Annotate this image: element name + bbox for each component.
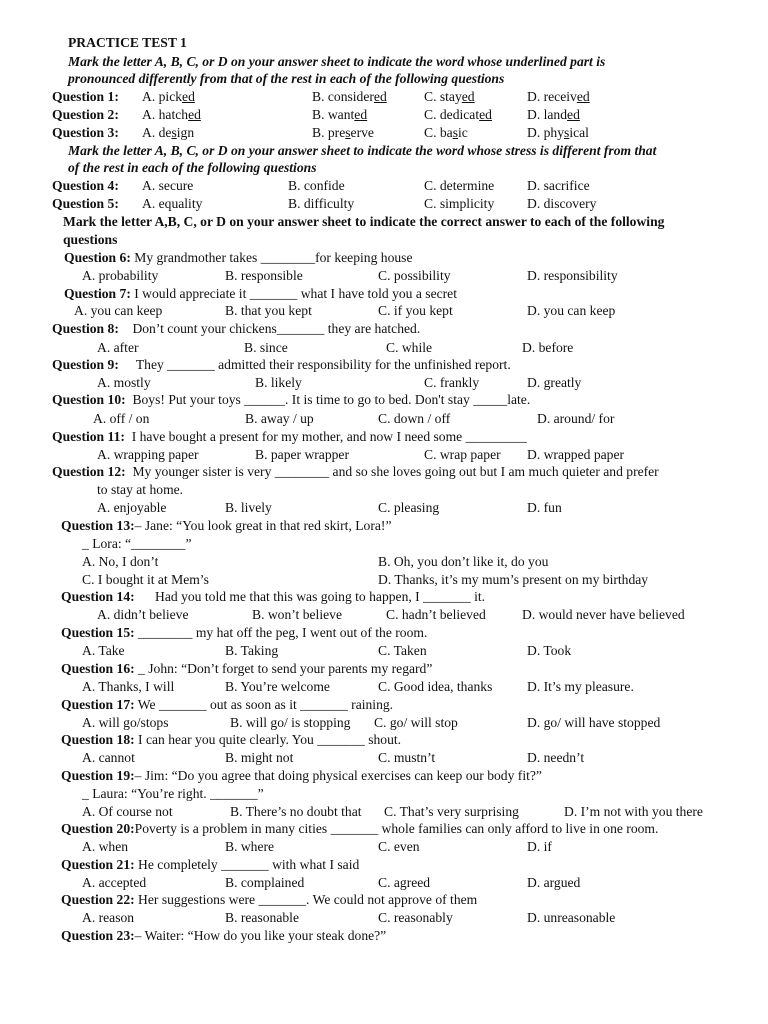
option-b[interactable]: B. might not	[225, 750, 294, 765]
option-a[interactable]: A. design	[142, 125, 195, 140]
option-c[interactable]: C. simplicity	[424, 196, 495, 211]
option-a[interactable]: A. mostly	[97, 375, 151, 390]
option-c[interactable]: C. go/ will stop	[374, 715, 458, 730]
option-b[interactable]: B. considered	[312, 89, 387, 104]
option-d[interactable]: D. needn’t	[527, 750, 585, 765]
option-d[interactable]: D. wrapped paper	[527, 447, 625, 462]
option-c[interactable]: C. wrap paper	[424, 447, 501, 462]
option-a[interactable]: A. will go/stops	[82, 715, 169, 730]
option-b[interactable]: B. responsible	[225, 268, 303, 283]
option-d[interactable]: D. discovery	[527, 196, 597, 211]
option-a[interactable]: A. accepted	[82, 875, 147, 890]
option-d[interactable]: D. physical	[527, 125, 589, 140]
option-c[interactable]: C. frankly	[424, 375, 480, 390]
option-a[interactable]: A. reason	[82, 910, 135, 925]
option-a[interactable]: A. Of course not	[82, 804, 173, 819]
option-b[interactable]: B. will go/ is stopping	[230, 715, 351, 730]
option-a[interactable]: A. you can keep	[74, 303, 163, 318]
option-d[interactable]: D. greatly	[527, 375, 582, 390]
option-c[interactable]: C. Good idea, thanks	[378, 679, 493, 694]
question-row: Question 18: I can hear you quite clearly. You _______ shout.	[61, 732, 402, 747]
option-a[interactable]: A. wrapping paper	[97, 447, 199, 462]
option-a[interactable]: A. No, I don’t	[82, 554, 159, 569]
question-label: Question 4:	[52, 178, 119, 193]
option-d[interactable]: D. landed	[527, 107, 580, 122]
option-d[interactable]: D. Thanks, it’s my mum’s present on my birthday	[378, 572, 649, 587]
question-stem-continued: _ Lora: “________”	[82, 536, 192, 551]
option-a[interactable]: A. Thanks, I will	[82, 679, 175, 694]
option-a[interactable]: A. equality	[142, 196, 203, 211]
option-c[interactable]: C. stayed	[424, 89, 475, 104]
question-stem-continued: _ Laura: “You’re right. _______”	[82, 786, 264, 801]
option-b[interactable]: B. confide	[288, 178, 345, 193]
question-row: Question 10: Boys! Put your toys ______. It is time to go to bed. Don't stay _____late.	[52, 392, 531, 407]
option-a[interactable]: A. secure	[142, 178, 194, 193]
option-a[interactable]: A. when	[82, 839, 129, 854]
option-b[interactable]: B. lively	[225, 500, 272, 515]
option-a[interactable]: A. after	[97, 340, 139, 355]
option-b[interactable]: B. where	[225, 839, 275, 854]
option-d[interactable]: D. unreasonable	[527, 910, 616, 925]
question-row: Question 16: _ John: “Don’t forget to send your parents my regard”	[61, 661, 433, 676]
option-d[interactable]: D. It’s my pleasure.	[527, 679, 634, 694]
option-d[interactable]: D. I’m not with you there	[564, 804, 703, 819]
option-a[interactable]: A. off / on	[93, 411, 150, 426]
option-c[interactable]: C. determine	[424, 178, 495, 193]
section-instruction: questions	[63, 232, 118, 247]
option-c[interactable]: C. agreed	[378, 875, 431, 890]
option-c[interactable]: C. That’s very surprising	[384, 804, 519, 819]
option-c[interactable]: C. while	[386, 340, 433, 355]
option-d[interactable]: D. if	[527, 839, 552, 854]
option-d[interactable]: D. argued	[527, 875, 581, 890]
option-b[interactable]: B. that you kept	[225, 303, 312, 318]
section-instruction: Mark the letter A, B, C, or D on your answer sheet to indicate the word whose underlined part is	[68, 54, 606, 69]
option-c[interactable]: C. I bought it at Mem’s	[82, 572, 209, 587]
question-row: Question 13:– Jane: “You look great in that red skirt, Lora!”	[61, 518, 392, 533]
question-row: Question 8: Don’t count your chickens_______ they are hatched.	[52, 321, 421, 336]
option-b[interactable]: B. difficulty	[288, 196, 355, 211]
option-c[interactable]: C. mustn’t	[378, 750, 436, 765]
question-row: Question 21: He completely _______ with what I said	[61, 857, 360, 872]
option-c[interactable]: C. Taken	[378, 643, 427, 658]
option-d[interactable]: D. fun	[527, 500, 562, 515]
question-row: Question 6: My grandmother takes ________for keeping house	[64, 250, 413, 265]
question-stem-continued: to stay at home.	[97, 482, 184, 497]
option-c[interactable]: C. pleasing	[378, 500, 440, 515]
option-a[interactable]: A. hatched	[142, 107, 201, 122]
question-row: Question 14: Had you told me that this was going to happen, I _______ it.	[61, 589, 486, 604]
option-b[interactable]: B. complained	[225, 875, 305, 890]
option-c[interactable]: C. down / off	[378, 411, 451, 426]
option-d[interactable]: D. go/ will have stopped	[527, 715, 661, 730]
option-a[interactable]: A. Take	[82, 643, 125, 658]
question-row: Question 11: I have bought a present for my mother, and now I need some _________	[52, 429, 527, 444]
option-c[interactable]: C. possibility	[378, 268, 451, 283]
section-instruction: of the rest in each of the following questions	[68, 160, 317, 175]
question-row: Question 19:– Jim: “Do you agree that doing physical exercises can keep our body fit?”	[61, 768, 542, 783]
option-b[interactable]: B. preserve	[312, 125, 374, 140]
option-b[interactable]: B. reasonable	[225, 910, 299, 925]
option-c[interactable]: C. hadn’t believed	[386, 607, 486, 622]
question-row: Question 23:– Waiter: “How do you like your steak done?”	[61, 928, 387, 943]
question-row: Question 22: Her suggestions were _______. We could not approve of them	[61, 892, 478, 907]
option-d[interactable]: D. you can keep	[527, 303, 616, 318]
section-instruction: Mark the letter A, B, C, or D on your answer sheet to indicate the word whose stress is different from that	[68, 143, 657, 158]
question-row: Question 20:Poverty is a problem in many cities _______ whole families can only afford to live in one room.	[61, 821, 659, 836]
option-a[interactable]: A. probability	[82, 268, 159, 283]
question-row: Question 7: I would appreciate it _______ what I have told you a secret	[64, 286, 457, 301]
question-label: Question 2:	[52, 107, 119, 122]
option-d[interactable]: D. received	[527, 89, 590, 104]
option-d[interactable]: D. around/ for	[537, 411, 615, 426]
option-a[interactable]: A. enjoyable	[97, 500, 167, 515]
question-label: Question 5:	[52, 196, 119, 211]
option-a[interactable]: A. didn’t believe	[97, 607, 189, 622]
option-b[interactable]: B. paper wrapper	[255, 447, 349, 462]
option-b[interactable]: B. since	[244, 340, 288, 355]
question-label: Question 1:	[52, 89, 119, 104]
page-title: PRACTICE TEST 1	[68, 35, 187, 50]
option-c[interactable]: C. if you kept	[378, 303, 453, 318]
option-d[interactable]: D. Took	[527, 643, 572, 658]
question-label: Question 3:	[52, 125, 119, 140]
option-b[interactable]: B. wanted	[312, 107, 368, 122]
option-c[interactable]: C. basic	[424, 125, 468, 140]
option-c[interactable]: C. dedicated	[424, 107, 492, 122]
option-d[interactable]: D. sacrifice	[527, 178, 590, 193]
section-instruction: Mark the letter A,B, C, or D on your answer sheet to indicate the correct answer to each of the following	[63, 214, 665, 229]
option-b[interactable]: B. You’re welcome	[225, 679, 330, 694]
option-b[interactable]: B. likely	[255, 375, 302, 390]
option-d[interactable]: D. responsibility	[527, 268, 618, 283]
section-instruction: pronounced differently from that of the rest in each of the following questions	[68, 71, 505, 86]
option-a[interactable]: A. cannot	[82, 750, 135, 765]
option-b[interactable]: B. Oh, you don’t like it, do you	[378, 554, 549, 569]
option-b[interactable]: B. There’s no doubt that	[230, 804, 362, 819]
option-b[interactable]: B. Taking	[225, 643, 279, 658]
question-row: Question 12: My younger sister is very ________ and so she loves going out but I am much quieter and prefer	[52, 464, 659, 479]
question-row: Question 9: They _______ admitted their responsibility for the unfinished report.	[52, 357, 511, 372]
option-a[interactable]: A. picked	[142, 89, 195, 104]
option-c[interactable]: C. reasonably	[378, 910, 453, 925]
option-b[interactable]: B. won’t believe	[252, 607, 342, 622]
option-d[interactable]: D. would never have believed	[522, 607, 685, 622]
option-c[interactable]: C. even	[378, 839, 420, 854]
option-b[interactable]: B. away / up	[245, 411, 314, 426]
option-d[interactable]: D. before	[522, 340, 574, 355]
question-row: Question 17: We _______ out as soon as it _______ raining.	[61, 697, 394, 712]
question-row: Question 15: ________ my hat off the peg, I went out of the room.	[61, 625, 428, 640]
